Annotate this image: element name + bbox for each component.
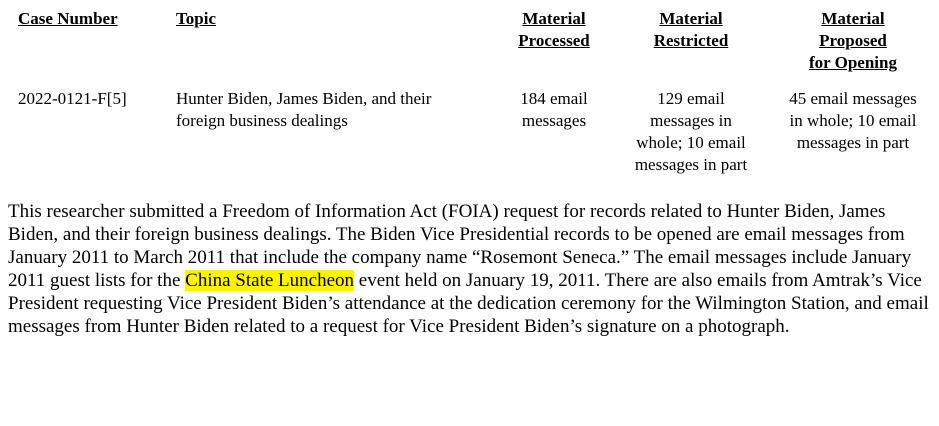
header-topic: Topic: [176, 9, 217, 28]
description-paragraph: [8, 200, 938, 338]
highlighted-event-name: China State Luncheon: [185, 270, 355, 291]
cell-material-restricted: 129 email messages in whole; 10 email messages in part: [634, 89, 748, 174]
header-case-number: Case Number: [18, 9, 118, 28]
records-table: [0, 8, 939, 178]
cell-material-proposed: 45 email messages in whole; 10 email messages in part: [789, 89, 917, 152]
cell-topic: Hunter Biden, James Biden, and their foreign business dealings: [176, 89, 432, 130]
cell-material-processed: 184 email messages: [520, 89, 588, 130]
paragraph-text-after: event held on January 19, 2011. There are also emails from Amtrak’s Vice President requesting Vice President Biden’s attendance at the dedication ceremony for the Wilmington Station, and email messages from Hunter Biden related to a request for Vice President Biden’s signature on a photograph.: [8, 270, 929, 337]
cell-case-number: 2022-0121-F[5]: [18, 89, 127, 108]
header-material-restricted: Material Restricted: [653, 9, 729, 50]
header-material-processed: Material Processed: [518, 9, 590, 50]
header-material-proposed: Material Proposed for Opening: [808, 9, 897, 72]
paragraph-text-before: This researcher submitted a Freedom of Information Act (FOIA) request for records related to Hunter Biden, James Biden, and their foreign business dealings. The Biden Vice Presidential records to be opened are email messages from January 2011 to March 2011 that include the company name “Rosemont Seneca.” The email messages include January 2011 guest lists for the: [8, 201, 912, 291]
